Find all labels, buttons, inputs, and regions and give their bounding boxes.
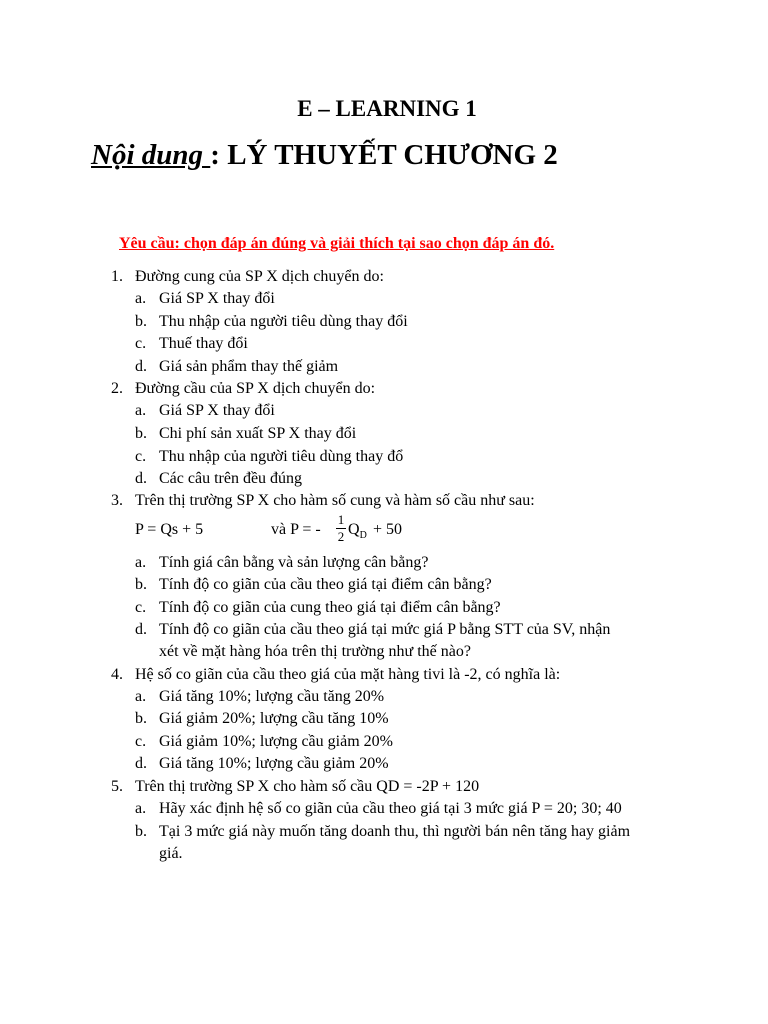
option-letter: c. — [135, 335, 147, 352]
option-text: Chi phí sản xuất SP X thay đổi — [159, 425, 357, 442]
option-letter: d. — [135, 755, 147, 772]
option-letter: a. — [135, 402, 147, 419]
option-text-continued: xét về mặt hàng hóa trên thị trường như thế nào? — [159, 643, 471, 660]
demand-function-prefix: và P = - — [271, 521, 321, 538]
question-text: Trên thị trường SP X cho hàm số cầu QD = -2P + 120 — [135, 778, 480, 795]
option-text: Thu nhập của người tiêu dùng thay đổi — [159, 313, 408, 330]
option-text: Tính độ co giãn của cung theo giá tại điểm cân bằng? — [159, 599, 501, 616]
option-text: Tính độ co giãn của cầu theo giá tại điểm cân bằng? — [159, 576, 492, 593]
subtitle-text: LÝ THUYẾT CHƯƠNG 2 — [227, 139, 558, 171]
question-number: 3. — [111, 492, 123, 509]
option-text: Giá SP X thay đổi — [159, 402, 275, 419]
option-letter: a. — [135, 554, 147, 571]
option-text: Thu nhập của người tiêu dùng thay đổ — [159, 448, 404, 465]
option-letter: b. — [135, 576, 147, 593]
option-text: Hãy xác định hệ số co giãn của cầu theo giá tại 3 mức giá P = 20; 30; 40 — [159, 800, 622, 817]
option-letter: a. — [135, 688, 147, 705]
question-number: 2. — [111, 380, 123, 397]
option-text: Giá tăng 10%; lượng cầu giảm 20% — [159, 755, 389, 772]
option-text: Giá tăng 10%; lượng cầu tăng 20% — [159, 688, 385, 705]
quantity-symbol: Q — [348, 521, 360, 538]
page-subtitle — [91, 138, 558, 172]
option-letter: c. — [135, 733, 147, 750]
option-letter: c. — [135, 599, 147, 616]
option-text: Tính độ co giãn của cầu theo giá tại mức giá P bằng STT của SV, nhận — [159, 621, 611, 638]
option-text: Các câu trên đều đúng — [159, 470, 303, 487]
demand-function-constant: + 50 — [373, 521, 403, 538]
option-letter: b. — [135, 425, 147, 442]
question-text: Đường cầu của SP X dịch chuyển do: — [135, 380, 376, 397]
option-letter: d. — [135, 358, 147, 375]
option-text: Tính giá cân bằng và sản lượng cân bằng? — [159, 554, 429, 571]
option-text-continued: giá. — [159, 845, 183, 862]
option-text: Giá giảm 10%; lượng cầu giảm 20% — [159, 733, 393, 750]
option-letter: a. — [135, 800, 147, 817]
question-number: 1. — [111, 268, 123, 285]
subtitle-label: Nội dung — [91, 139, 211, 171]
document-title: E – LEARNING 1 — [297, 96, 477, 121]
option-letter: c. — [135, 448, 147, 465]
question-number: 4. — [111, 666, 123, 683]
option-letter: a. — [135, 290, 147, 307]
subtitle-colon: : — [210, 139, 228, 171]
option-letter: b. — [135, 313, 147, 330]
fraction-numerator: 1 — [337, 512, 345, 527]
question-text: Trên thị trường SP X cho hàm số cung và hàm số cầu như sau: — [135, 492, 535, 509]
option-letter: d. — [135, 470, 147, 487]
question-text: Đường cung của SP X dịch chuyển do: — [135, 268, 384, 285]
option-text: Thuế thay đổi — [159, 335, 248, 352]
fraction-denominator: 2 — [337, 529, 345, 544]
supply-function: P = Qs + 5 — [135, 521, 204, 538]
option-text: Giá sản phẩm thay thế giảm — [159, 358, 339, 375]
fraction-one-half — [336, 512, 346, 545]
option-text: Giá giảm 20%; lượng cầu tăng 10% — [159, 710, 389, 727]
option-letter: d. — [135, 621, 147, 638]
question-number: 5. — [111, 778, 123, 795]
quantity-subscript: D — [359, 530, 367, 542]
option-letter: b. — [135, 710, 147, 727]
question-text: Hệ số co giãn của cầu theo giá của mặt hàng tivi là -2, có nghĩa là: — [135, 666, 561, 683]
option-text: Giá SP X thay đổi — [159, 290, 275, 307]
option-letter: b. — [135, 823, 147, 840]
option-text: Tại 3 mức giá này muốn tăng doanh thu, thì người bán nên tăng hay giảm — [159, 823, 631, 840]
demand-quantity — [348, 521, 367, 541]
requirement-text: Yêu cầu: chọn đáp án đúng và giải thích tại sao chọn đáp án đó. — [119, 235, 555, 252]
